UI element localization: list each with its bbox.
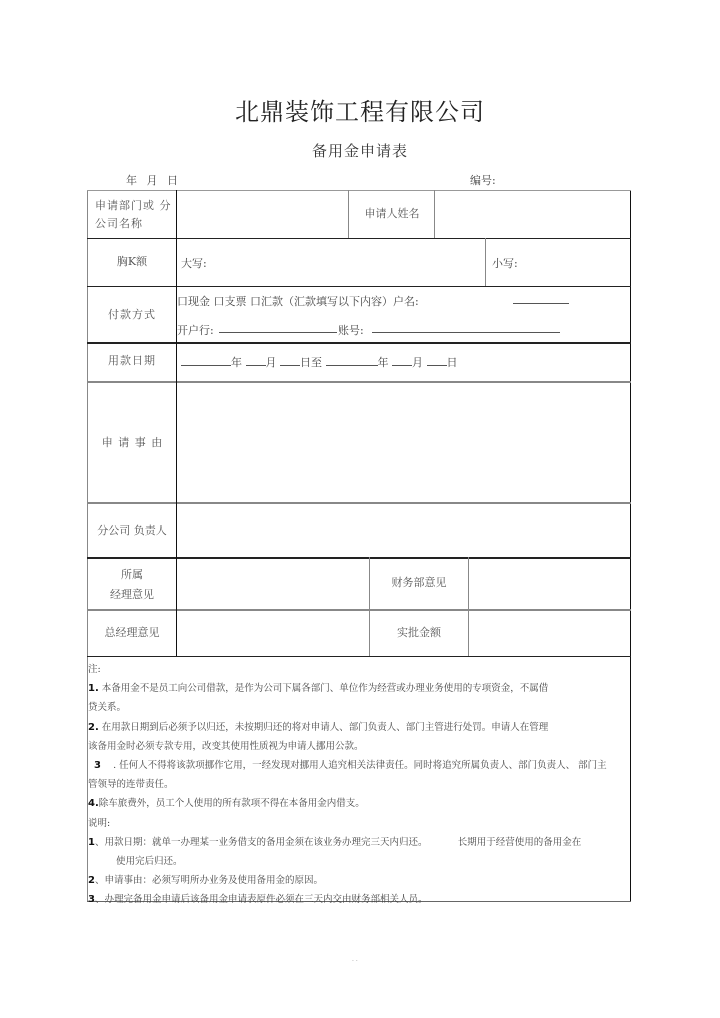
- reason-input[interactable]: [178, 384, 628, 500]
- explanation-text-2: 长期用于经营使用的备用金在: [457, 836, 582, 848]
- payment-option-transfer[interactable]: 口汇款（汇款填写以下内容）户名:: [250, 295, 419, 308]
- approved-amount-input[interactable]: [470, 612, 628, 654]
- end-month-input[interactable]: [392, 355, 412, 366]
- row-divider: [87, 381, 631, 383]
- row-divider: [87, 656, 631, 657]
- explanation-text: 、申请事由：必须写明所办业务及使用备用金的原因。: [94, 875, 323, 887]
- note-text: 除车旅费外，员工个人使用的所有款项不得在本备用金内借支。: [98, 798, 365, 810]
- department-label: [95, 197, 175, 233]
- page-footer-mark: · ·: [352, 958, 358, 965]
- note-number: 2.: [88, 721, 99, 733]
- explanation-item: [88, 890, 628, 909]
- column-divider: [348, 190, 349, 238]
- note-item-continuation: 贷关系。: [88, 702, 127, 714]
- amount-lowercase-input[interactable]: [520, 242, 628, 284]
- note-item: [88, 718, 628, 737]
- manager-opinion-label-line1: 所属: [121, 568, 143, 581]
- start-year-input[interactable]: [181, 355, 231, 366]
- department-label-line2: 公司名称: [95, 217, 143, 230]
- note-number: 1.: [88, 683, 99, 695]
- note-item-continuation: 管领导的连带责任。: [88, 779, 174, 791]
- note-text: . 任何人不得将该款项挪作它用，一经发现对挪用人追究相关法律责任。同时将追究所属负责人、部门负责人、 部门主: [113, 760, 607, 772]
- row-divider: [87, 238, 631, 239]
- label-column-divider: [176, 190, 177, 656]
- explanation-item-continuation: 使用完后归还。: [116, 856, 183, 868]
- payment-method-label: 付款方式: [108, 308, 156, 321]
- note-number: 4.: [88, 798, 99, 810]
- note-item-continuation: 该备用金时必须专款专用，改变其使用性质视为申请人挪用公款。: [88, 740, 364, 752]
- amount-lowercase-label: 小写:: [492, 257, 518, 270]
- amount-uppercase-input[interactable]: [210, 242, 482, 284]
- column-divider: [434, 190, 435, 238]
- payment-option-check[interactable]: 口支票: [213, 295, 247, 308]
- applicant-name-input[interactable]: [436, 192, 629, 237]
- manager-opinion-input[interactable]: [178, 560, 367, 607]
- finance-opinion-label: 财务部意见: [391, 576, 447, 589]
- explanation-number: 2: [88, 875, 95, 887]
- finance-opinion-input[interactable]: [470, 560, 628, 607]
- note-text: 本备用金不是员工向公司借款，是作为公司下属各部门、单位作为经营或办理业务使用的专项资金，不属借: [101, 683, 549, 695]
- table-border-top: [87, 190, 631, 191]
- approved-amount-label: 实批金额: [397, 626, 441, 639]
- column-divider: [485, 238, 486, 286]
- manager-opinion-label: [88, 565, 176, 605]
- branch-head-input[interactable]: [178, 505, 628, 555]
- explanation-item: [88, 871, 628, 890]
- row-divider: [87, 286, 631, 287]
- note-item: [88, 679, 628, 698]
- payment-options-row: [177, 293, 419, 309]
- row-divider: [87, 502, 631, 504]
- end-month-unit: 月: [412, 356, 423, 369]
- usage-period-label: 用款日期: [108, 354, 156, 367]
- explanation-item: [88, 833, 628, 852]
- company-title: 北鼎装饰工程有限公司: [235, 98, 485, 126]
- usage-period-fields: [181, 354, 458, 370]
- reason-label: 申 请 事 由: [101, 436, 163, 449]
- date-field[interactable]: 年 月 日: [126, 174, 178, 187]
- column-divider: [468, 557, 469, 656]
- payment-option-cash[interactable]: 口现金: [177, 295, 210, 308]
- end-day-unit: 日: [446, 356, 458, 369]
- explanations-heading: 说明:: [88, 817, 111, 829]
- start-year-unit: 年: [231, 356, 242, 369]
- bank-input[interactable]: [219, 322, 337, 333]
- start-month-input[interactable]: [246, 355, 266, 366]
- bank-label: 开户行:: [177, 324, 214, 337]
- department-input[interactable]: [178, 192, 347, 237]
- department-label-line1: 申请部门或 分: [95, 199, 172, 212]
- explanation-number: 1: [88, 836, 95, 848]
- row-divider: [87, 557, 631, 559]
- amount-label: 胸K额: [116, 255, 148, 268]
- serial-number-field[interactable]: 编号:: [470, 174, 496, 187]
- account-number-label: 账号:: [338, 324, 364, 337]
- start-day-input[interactable]: [280, 355, 300, 366]
- explanation-text: 、用款日期：就单一办理某一业务借支的备用金须在该业务办理完三天内归还。: [94, 836, 428, 848]
- start-month-unit: 月: [265, 356, 277, 369]
- applicant-name-label: 申请人姓名: [364, 207, 420, 220]
- explanation-text: 、办理完备用金申请后该备用金申请表原件必须在三天内交由财务部相关人员。: [94, 894, 428, 906]
- start-day-unit: 日至: [300, 356, 322, 369]
- gm-opinion-input[interactable]: [178, 612, 367, 654]
- row-divider: [87, 342, 631, 344]
- gm-opinion-label: 总经理意见: [104, 626, 160, 639]
- notes-heading: 注:: [88, 664, 101, 675]
- note-item: [88, 756, 628, 775]
- end-day-input[interactable]: [427, 355, 447, 366]
- end-year-input[interactable]: [326, 355, 378, 366]
- amount-uppercase-label: 大写:: [181, 257, 207, 270]
- note-item: [88, 794, 628, 813]
- account-name-input[interactable]: [513, 293, 569, 304]
- branch-head-label: 分公司 负责人: [97, 524, 167, 537]
- table-border-right: [630, 190, 631, 902]
- explanation-number: 3: [88, 894, 95, 906]
- end-year-unit: 年: [377, 356, 389, 369]
- notes-section: [88, 660, 628, 910]
- form-title: 备用金申请表: [311, 142, 408, 160]
- row-divider: [87, 609, 631, 611]
- note-text: 在用款日期到后必须予以归还，未按期归还的将对申请人、部门负责人、部门主管进行处罚。申请人在管理: [101, 721, 549, 733]
- manager-opinion-label-line2: 经理意见: [110, 588, 154, 601]
- note-number: 3: [94, 760, 102, 772]
- account-number-input[interactable]: [372, 322, 560, 333]
